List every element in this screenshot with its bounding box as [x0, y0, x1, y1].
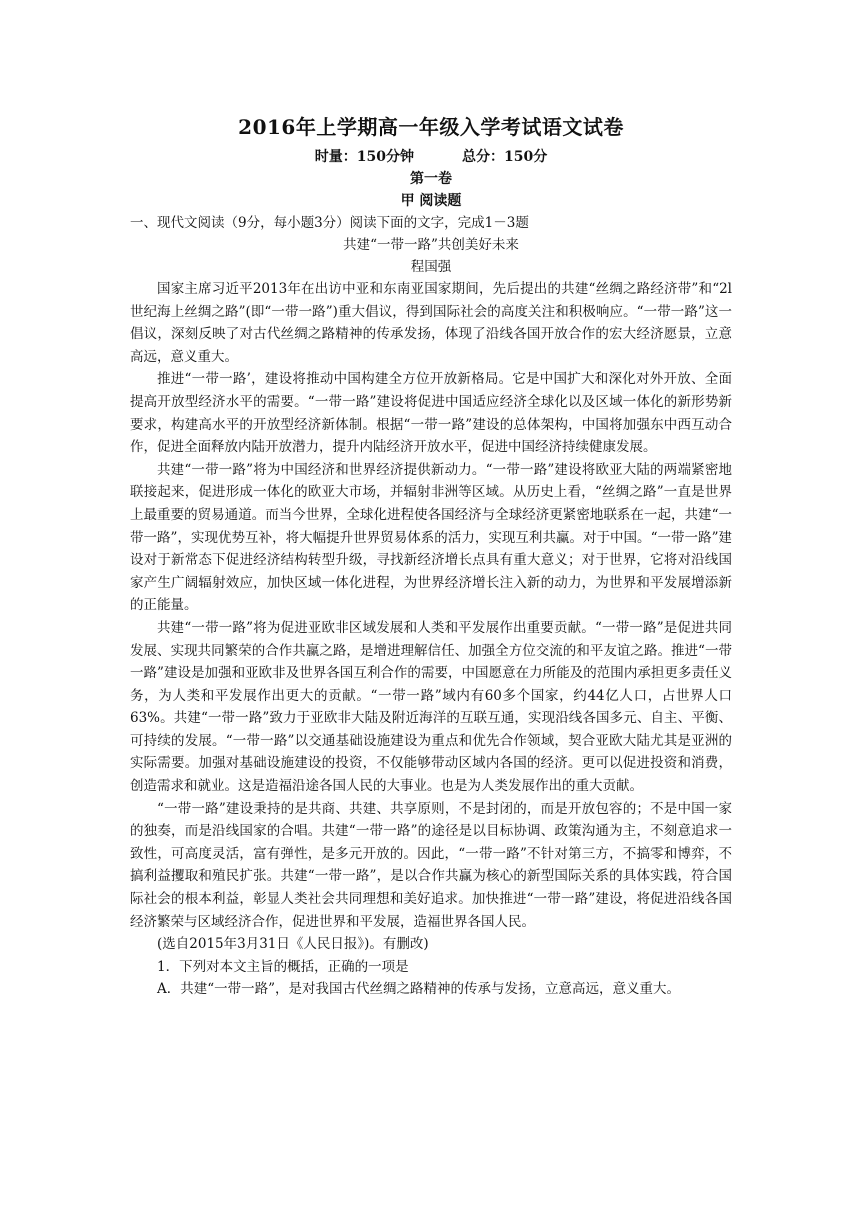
article-source: (选自2015年3月31日《人民日报》)。有删改) — [157, 936, 429, 953]
exam-title: 2016年上学期高一年级入学考试语文试卷 — [238, 115, 624, 139]
article-paragraph-2: 推进“一带一路’，建设将推动中国构建全方位开放新格局。它是中国扩大和深化对外开放、全面提高开放型经济水平的需要。“一带一路”建设将促进中国适应经济全球化以及区域一体化的新形势新要求，构建高水平的开放型经济新体制。根据“一带一路”建设的总体架构，中国将加强东中西互动合作，促进全面释放内陆开放潜力，提升内陆经济开放水平，促进中国经济持续健康发展。 — [130, 371, 732, 456]
article-paragraph-5: “一带一路”建设秉持的是共商、共建、共享原则，不是封闭的，而是开放包容的；不是中国一家的独奏，而是沿线国家的合唱。共建“一带一路”的途径是以目标协调、政策沟通为主，不刻意追求一致性，可高度灵活，富有弹性，是多元开放的。因此，“一带一路”不针对第三方，不搞零和博弈，不搞利益攫取和殖民扩张。共建“一带一路”，是以合作共赢为核心的新型国际关系的具体实践，符合国际社会的根本利益，彰显人类社会共同理想和美好追求。加快推进“一带一路”建设，将促进沿线各国经济繁荣与区域经济合作，促进世界和平发展，造福世界各国人民。 — [130, 800, 732, 930]
article-author: 程国强 — [410, 259, 452, 275]
exam-meta — [130, 146, 732, 168]
article-paragraph-1: 国家主席习近平2013年在出访中亚和东南亚国家期间，先后提出的共建“丝绸之路经济带”和“2l世纪海上丝绸之路”(即“一带一路”)重大倡议，得到国际社会的高度关注和积极响应。“一带一路”这一倡议，深刻反映了对古代丝绸之路精神的传承发扬，体现了沿线各国开放合作的宏大经济愿景，立意高远，意义重大。 — [130, 281, 732, 365]
section-heading: 甲 阅读题 — [400, 193, 462, 209]
question-1-stem: 1．下列对本文主旨的概括，正确的一项是 — [157, 958, 409, 975]
reading-instruction: 一、现代文阅读（9分，每小题3分）阅读下面的文字，完成1－3题 — [130, 215, 529, 231]
article-paragraph-4: 共建“一带一路”将为促进亚欧非区域发展和人类和平发展作出重要贡献。“一带一路”是促进共同发展、实现共同繁荣的合作共赢之路，是增进理解信任、加强全方位交流的和平友谊之路。推进“一带一路”建设是加强和亚欧非及世界各国互利合作的需要，中国愿意在力所能及的范围内承担更多责任义务，为人类和平发展作出更大的贡献。“一带一路”域内有60多个国家，约44亿人口，占世界人口63%。共建“一带一路”致力于亚欧非大陆及附近海洋的互联互通，实现沿线各国多元、自主、平衡、可持续的发展。“一带一路”以交通基础设施建设为重点和优先合作领域，契合亚欧大陆尤其是亚洲的实际需要。加强对基础设施建设的投资，不仅能够带动区域内各国的经济。更可以促进投资和消费，创造需求和就业。这是造福沿途各国人民的大事业。也是为人类发展作出的重大贡献。 — [130, 619, 732, 795]
exam-page — [130, 112, 732, 1001]
article-paragraph-3: 共建“一带一路”将为中国经济和世界经济提供新动力。“一带一路”建设将欧亚大陆的两端紧密地联接起来，促进形成一体化的欧亚大市场，并辐射非洲等区域。从历史上看，“丝绸之路”一直是世界上最重要的贸易通道。而当今世界，全球化进程使各国经济与全球经济更紧密地联系在一起，共建“一带一路”，实现优势互补，将大幅提升世界贸易体系的活力，实现互利共赢。对于中国。“一带一路”建设对于新常态下促进经济结构转型升级，寻找新经济增长点具有重大意义；对于世界，它将对沿线国家产生广阔辐射效应，加快区域一体化进程，为世界经济增长注入新的动力，为世界和平发展增添新的正能量。 — [130, 461, 732, 614]
question-1-option-a: A．共建“一带一路”，是对我国古代丝绸之路精神的传承与发扬，立意高远，意义重大。 — [157, 981, 681, 998]
article-title: 共建“一带一路”共创美好未来 — [343, 237, 519, 253]
exam-time: 时量：150分钟 — [314, 149, 414, 165]
exam-total-score: 总分：150分 — [462, 149, 548, 165]
volume-heading: 第一卷 — [410, 171, 452, 187]
